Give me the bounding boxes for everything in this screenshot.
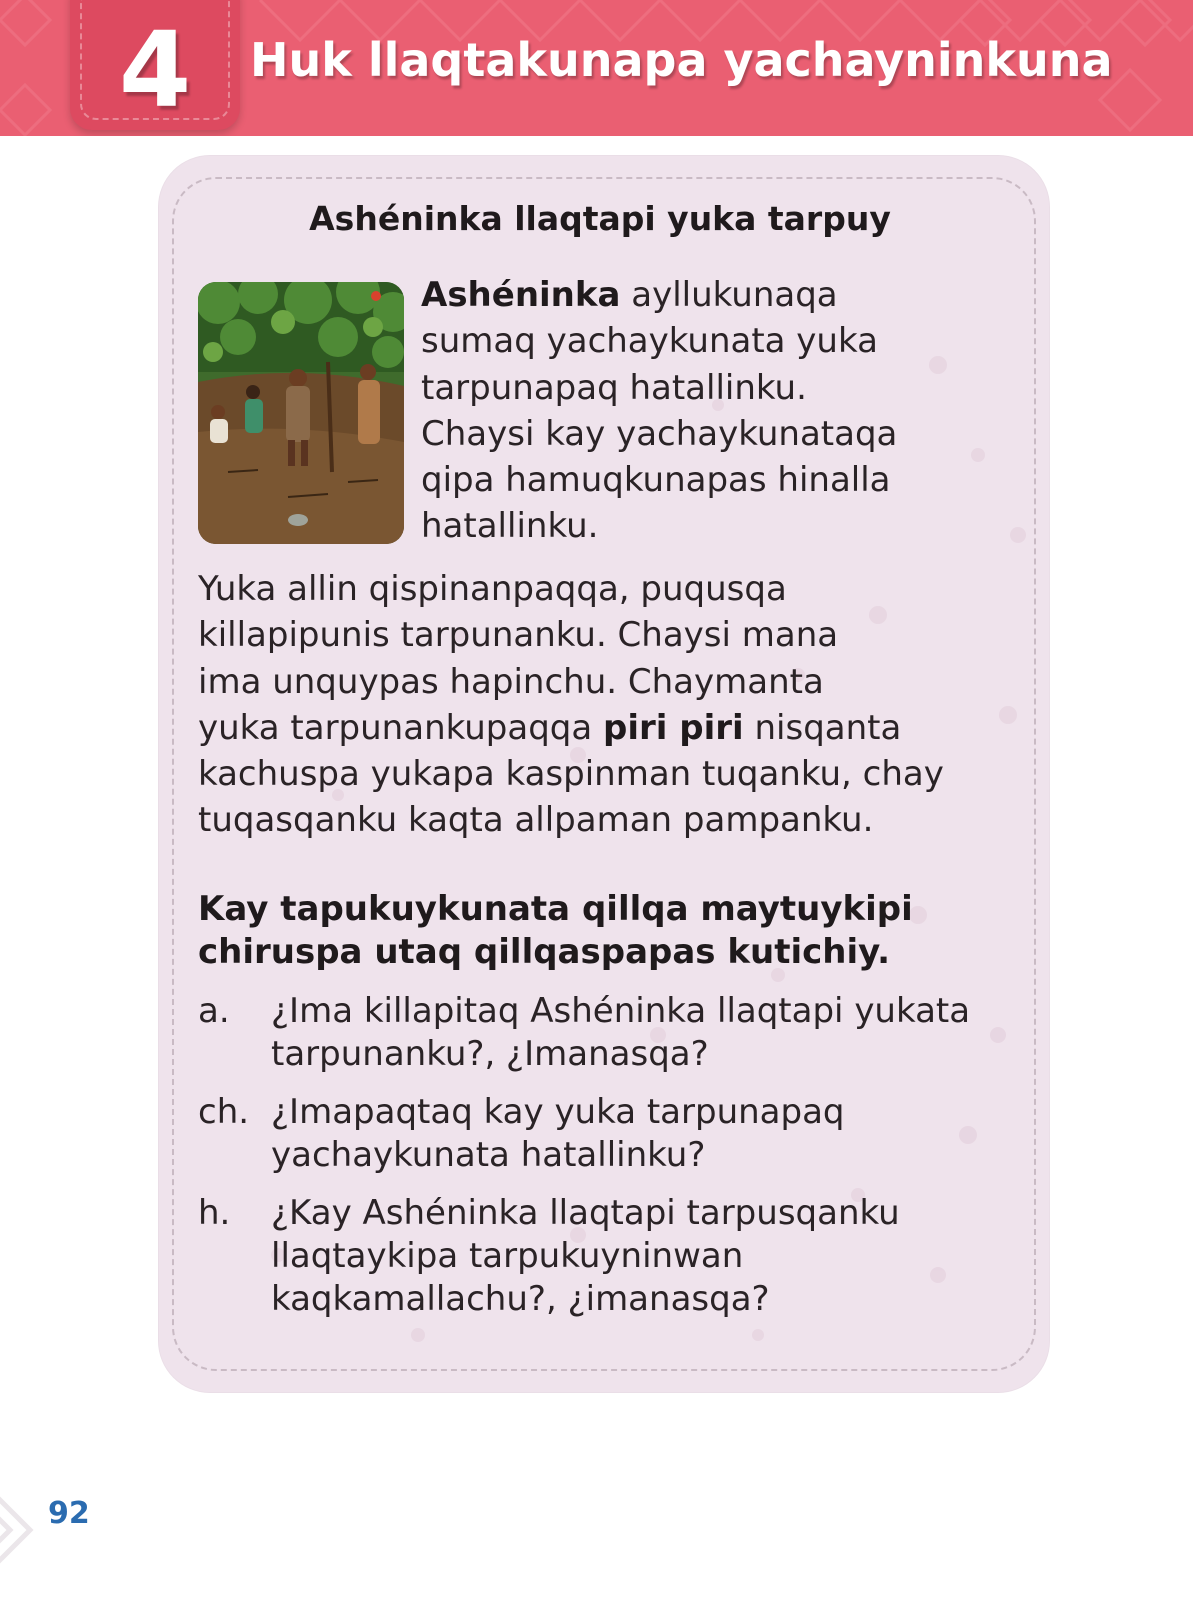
question-text: ¿Kay Ashéninka llaqtapi tarpusqanku — [271, 1193, 900, 1233]
intro-line-3: tarpunapaq hatallinku. — [421, 367, 807, 408]
intro-paragraph — [421, 272, 1031, 550]
question-text: yachaykunata hatallinku? — [271, 1135, 706, 1175]
question-item-a — [198, 990, 1038, 1076]
page-number: 92 — [48, 1496, 90, 1531]
intro-line-6: hatallinku. — [421, 506, 599, 547]
body-line-4-bold: piri piri — [603, 707, 744, 748]
instruction-line-2: chiruspa utaq qillqaspapas kutichiy. — [198, 932, 891, 972]
body-paragraph — [198, 566, 1038, 844]
question-text: kaqkamallachu?, ¿imanasqa? — [271, 1279, 770, 1319]
question-list — [198, 990, 1038, 1336]
body-line-2: killapipunis tarpunanku. Chaysi mana — [198, 615, 839, 656]
body-line-6: tuqasqanku kaqta allpaman pampanku. — [198, 800, 874, 841]
body-line-3: ima unquypas hapinchu. Chaymanta — [198, 661, 824, 702]
body-line-5: kachuspa yukapa kaspinman tuqanku, chay — [198, 754, 944, 795]
question-marker: a. — [198, 991, 230, 1031]
intro-line-1: ayllukunaqa — [620, 275, 838, 315]
question-text: tarpunanku?, ¿Imanasqa? — [271, 1034, 709, 1074]
unit-number: 4 — [118, 9, 192, 131]
question-text: ¿Imapaqtaq kay yuka tarpunapaq — [271, 1092, 845, 1132]
chapter-title: Huk llaqtakunapa yachayninkuna — [250, 33, 1113, 87]
yuca-planting-scene — [198, 282, 404, 544]
reading-title: Ashéninka llaqtapi yuka tarpuy — [309, 199, 891, 238]
intro-bold-lead: Ashéninka — [421, 275, 621, 315]
question-item-ch — [198, 1091, 1038, 1177]
corner-pattern-icon — [0, 1470, 60, 1600]
question-text: ¿Ima killapitaq Ashéninka llaqtapi yukata — [271, 991, 971, 1031]
body-line-4-end: nisqanta — [743, 707, 902, 748]
body-line-1: Yuka allin qispinanpaqqa, puqusqa — [198, 569, 787, 609]
instruction-line-1: Kay tapukuykunata qillqa maytuykipi — [198, 889, 913, 929]
question-item-h — [198, 1192, 1038, 1321]
body-line-4 — [198, 705, 1038, 751]
intro-line-2: sumaq yachaykunata yuka — [421, 321, 878, 362]
yuca-planting-illustration — [198, 282, 404, 544]
question-text: llaqtaykipa tarpukuyninwan — [271, 1236, 744, 1276]
intro-line-5: qipa hamuqkunapas hinalla — [421, 460, 891, 501]
question-marker: h. — [198, 1193, 231, 1233]
question-marker: ch. — [198, 1092, 250, 1132]
body-line-4-start: yuka tarpunankupaqqa — [198, 707, 604, 748]
intro-line-4: Chaysi kay yachaykunataqa — [421, 413, 898, 454]
questions-instruction — [198, 888, 1038, 974]
